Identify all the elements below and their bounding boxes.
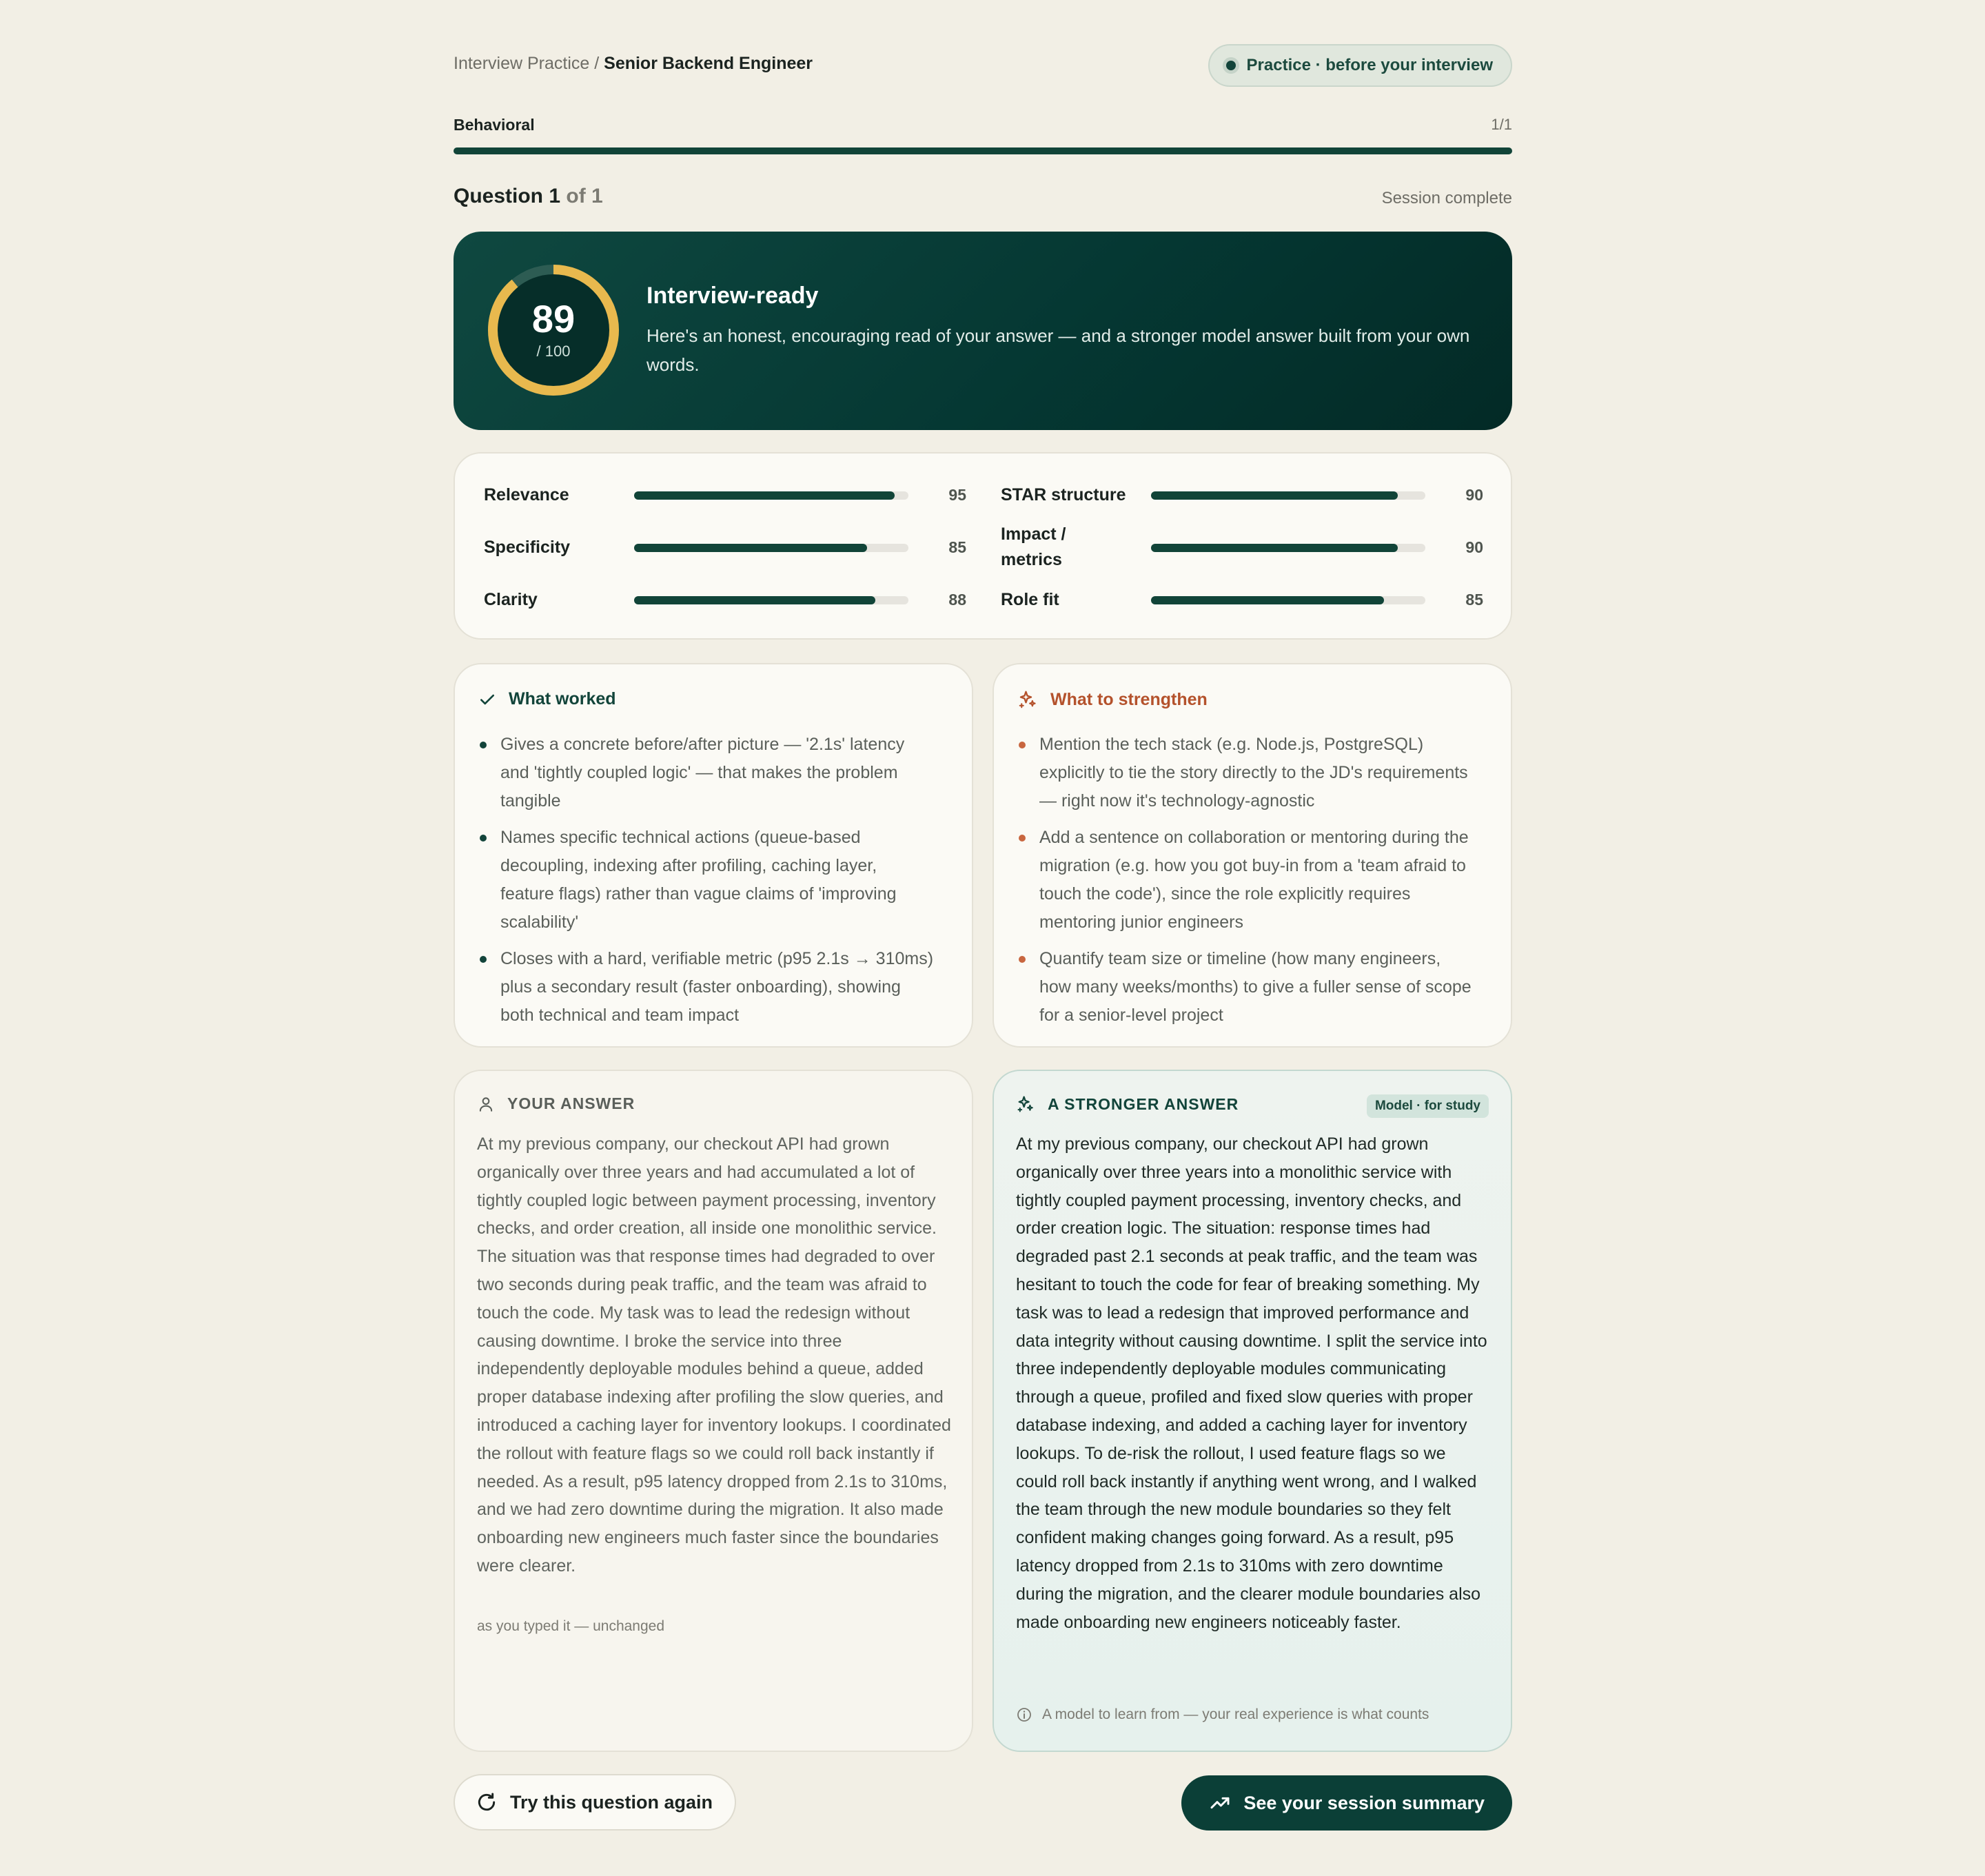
top-bar: [454, 44, 1512, 88]
metric-relevance: [484, 474, 966, 516]
metric-bar-fill: [1151, 596, 1384, 604]
stronger-answer-footnote: [1016, 1706, 1429, 1723]
try-again-label: Try this question again: [510, 1791, 713, 1813]
list-item: Closes with a hard, verifiable metric (p95 2.1s → 310ms) plus a secondary result (faster onboarding), showing both technical and team impact: [480, 945, 935, 1030]
stronger-answer-title: A STRONGER ANSWER: [1048, 1094, 1239, 1113]
metric-bar: [1151, 491, 1425, 500]
result-title: Interview-ready: [647, 283, 819, 309]
metric-bar-fill: [634, 491, 895, 500]
stronger-answer-header: [1016, 1094, 1239, 1114]
what-to-strengthen-title: What to strengthen: [1050, 689, 1208, 709]
score-ring: [487, 263, 620, 397]
your-answer-footnote: as you typed it — unchanged: [477, 1618, 665, 1634]
category-count: 1/1: [1491, 116, 1512, 133]
session-summary-label: See your session summary: [1243, 1792, 1485, 1813]
metric-value: 85: [1465, 590, 1483, 609]
metric-bar: [634, 596, 908, 604]
score-hero: [454, 232, 1512, 430]
list-item: Mention the tech stack (e.g. Node.js, PostgreSQL) explicitly to tie the story directly to the JD's requirements — right now it's technology-agnostic: [1019, 731, 1474, 815]
try-again-button[interactable]: [454, 1774, 736, 1831]
user-icon: [477, 1095, 495, 1113]
score-value: 89: [531, 297, 576, 340]
result-description: Here's an honest, encouraging read of your answer — and a stronger model answer built from your own words.: [647, 325, 1470, 375]
breadcrumb-root[interactable]: Interview Practice: [454, 54, 590, 73]
stronger-answer-text: At my previous company, our checkout API had grown organically over three years into a monolithic service with tightly coupled payment processing, inventory checks, and order creation logic. The situation: response times had degraded past 2.1 seconds at peak traffic, and the team was hesitant to touch the code for fear of breaking something. My task was to lead a redesign that improved performance and data integrity without causing downtime. I split the service into three independently deployable modules communicating through a queue, profiled and fixed slow queries with proper database indexing, and added a caching layer for inventory lookups. To de-risk the rollout, I used feature flags so we could roll back instantly if anything went wrong, and I walked the team through the new module boundaries so they felt confident making changes going forward. As a result, p95 latency dropped from 2.1s to 310ms with zero downtime during the migration, and the clearer module boundaries also made onboarding new engineers noticeably faster.: [1016, 1134, 1487, 1632]
metric-clarity: [484, 579, 966, 620]
info-icon: [1016, 1706, 1032, 1723]
metrics-card: [454, 452, 1512, 640]
metric-value: 88: [948, 590, 966, 609]
metric-value: 95: [948, 485, 966, 504]
mode-pill: [1208, 44, 1512, 87]
breadcrumb: [454, 54, 813, 74]
breadcrumb-separator: /: [589, 54, 604, 73]
your-answer-header: [477, 1094, 635, 1113]
your-answer-text: At my previous company, our checkout API had grown organically over three years and had accumulated a lot of tightly coupled logic between payment processing, inventory checks, and order creation, all inside one monolithic service. The situation was that response times had degraded to over two seconds during peak traffic, and the team was afraid to touch the code. My task was to lead the redesign without causing downtime. I broke the service into three independently deployable modules behind a queue, added proper database indexing after profiling the slow queries, and introduced a caching layer for inventory lookups. I coordinated the rollout with feature flags so we could roll back instantly if needed. As a result, p95 latency dropped from 2.1s to 310ms, and we had zero downtime during the migration. It also made onboarding new engineers much faster since the boundaries were clearer.: [477, 1134, 951, 1576]
metric-value: 90: [1465, 538, 1483, 556]
metric-bar: [634, 491, 908, 500]
what-worked-header: [478, 689, 616, 709]
metric-impact: [1001, 524, 1483, 569]
list-item: Gives a concrete before/after picture — '2.1s' latency and 'tightly coupled logic' — that makes the problem tangible: [480, 731, 935, 815]
metric-label: STAR structure: [1001, 485, 1126, 504]
breadcrumb-current: Senior Backend Engineer: [604, 54, 813, 73]
metric-bar: [1151, 596, 1425, 604]
what-worked-title: What worked: [509, 689, 616, 708]
metric-bar: [634, 544, 908, 552]
list-item: Names specific technical actions (queue-based decoupling, indexing after profiling, caching layer, feature flags) rather than vague claims of 'improving scalability': [480, 824, 935, 937]
stronger-answer-footnote-text: A model to learn from — your real experience is what counts: [1042, 1706, 1429, 1722]
mode-pill-label: Practice · before your interview: [1246, 56, 1493, 74]
your-answer-card: [454, 1070, 973, 1752]
question-counter: [454, 185, 603, 208]
metric-label: Specificity: [484, 537, 571, 557]
check-icon: [478, 691, 496, 708]
list-item: Add a sentence on collaboration or mentoring during the migration (e.g. how you got buy-in from a 'team afraid to touch the code'), since the role explicitly requires mentoring junior engineers: [1019, 824, 1474, 937]
metric-bar-fill: [1151, 491, 1398, 500]
score-max: / 100: [536, 343, 571, 360]
metric-value: 90: [1465, 485, 1483, 504]
session-status: Session complete: [1381, 189, 1512, 207]
progress-fill: [454, 147, 1512, 154]
what-to-strengthen-list: [1019, 731, 1474, 1038]
metric-label: Role fit: [1001, 589, 1059, 609]
question-label: Question: [454, 185, 544, 207]
your-answer-title: YOUR ANSWER: [507, 1094, 635, 1112]
refresh-icon: [476, 1791, 498, 1813]
session-summary-button[interactable]: [1181, 1775, 1512, 1831]
score-readout: [487, 263, 620, 397]
metric-star-structure: [1001, 474, 1483, 516]
metric-label: Clarity: [484, 589, 538, 609]
metric-bar: [1151, 544, 1425, 552]
progress-track: [454, 147, 1512, 154]
what-to-strengthen-card: [993, 663, 1512, 1048]
metric-role-fit: [1001, 579, 1483, 620]
what-worked-card: [454, 663, 973, 1048]
model-tag-badge: Model · for study: [1367, 1094, 1489, 1118]
metric-label: Impact / metrics: [1001, 524, 1066, 569]
metric-label: Relevance: [484, 485, 569, 504]
question-total: of 1: [566, 185, 603, 207]
status-dot-icon: [1226, 61, 1236, 70]
metric-value: 85: [948, 538, 966, 556]
what-worked-list: [480, 731, 935, 1038]
list-item: Quantify team size or timeline (how many engineers, how many weeks/months) to give a fuller sense of scope for a senior-level project: [1019, 945, 1474, 1030]
sparkle-icon: [1016, 1094, 1035, 1114]
question-number: 1: [549, 185, 561, 207]
stronger-answer-card: [993, 1070, 1512, 1752]
metric-bar-fill: [634, 544, 867, 552]
metric-bar-fill: [1151, 544, 1398, 552]
metric-bar-fill: [634, 596, 875, 604]
sparkle-icon: [1017, 689, 1038, 710]
trending-up-icon: [1209, 1792, 1231, 1814]
metric-specificity: [484, 527, 966, 568]
category-label: Behavioral: [454, 116, 535, 134]
what-to-strengthen-header: [1017, 689, 1208, 710]
